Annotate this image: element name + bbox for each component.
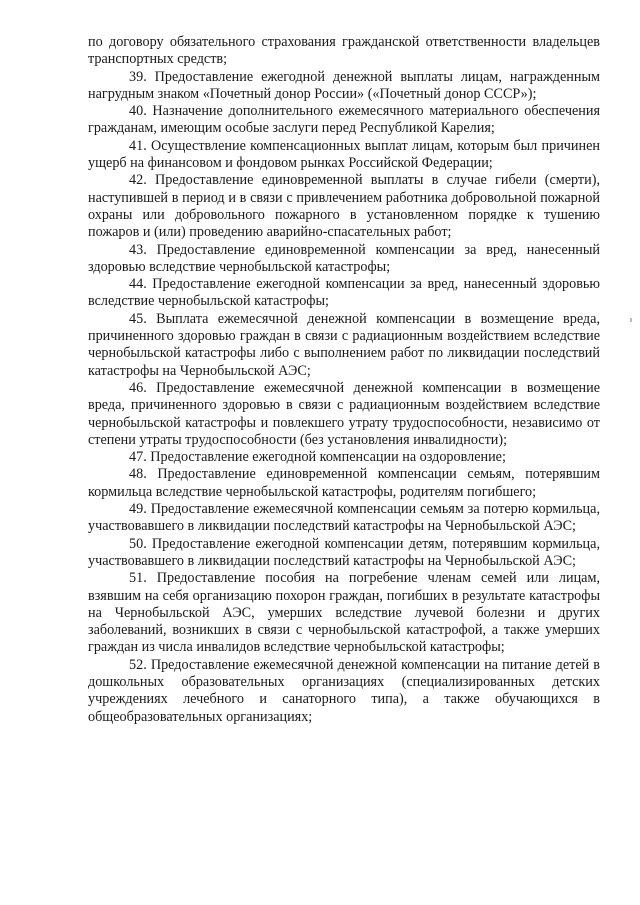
list-item-48: 48. Предоставление единовременной компенсации семьям, потерявшим кормильца вследствие чернобыльской катастрофы, родителям погибшего; — [88, 466, 600, 500]
list-item-46: 46. Предоставление ежемесячной денежной компенсации в возмещение вреда, причиненного здоровью в связи с радиационным воздействием вследствие чернобыльской катастрофы и повлекшего утрату трудоспособности, независимо от степени утраты трудоспособности (без установления инвалидности); — [88, 379, 600, 448]
list-item-41: 41. Осуществление компенсационных выплат лицам, которым был причинен ущерб на финансовом и фондовом рынках Российской Федерации; — [88, 137, 600, 172]
scan-artifact — [630, 318, 632, 322]
list-item-49: 49. Предоставление ежемесячной компенсации семьям за потерю кормильца, участвовавшего в ликвидации последствий катастрофы на Чернобыльской АЭС; — [88, 501, 600, 535]
paragraph-continuation: по договору обязательного страхования гражданской ответственности владельцев транспортных средств; — [88, 34, 600, 68]
list-item-52: 52. Предоставление ежемесячной денежной компенсации на питание детей в дошкольных образовательных организациях (специализированных детских учреждениях лечебного и санаторного типа), а также обучающихся в общеобразовательных организациях; — [88, 656, 600, 725]
list-item-47: 47. Предоставление ежегодной компенсации на оздоровление; — [129, 449, 506, 466]
list-item-44: 44. Предоставление ежегодной компенсации за вред, нанесенный здоровью вследствие чернобыльской катастрофы; — [88, 276, 600, 310]
list-item-43: 43. Предоставление единовременной компенсации за вред, нанесенный здоровью вследствие чернобыльской катастрофы; — [88, 241, 600, 275]
document-body — [88, 34, 600, 726]
list-item-45: 45. Выплата ежемесячной денежной компенсации в возмещение вреда, причиненного здоровью граждан в связи с радиационным воздействием вследствие чернобыльской катастрофы либо с выполнением работ по ликвидации последствий катастрофы на Чернобыльской АЭС; — [88, 310, 600, 379]
list-item-51: 51. Предоставление пособия на погребение членам семей или лицам, взявшим на себя организацию похорон граждан, погибших в результате катастрофы на Чернобыльской АЭС, умерших вследствие лучевой болезни и других заболеваний, возникших в связи с чернобыльской катастрофой, а также умерших граждан из числа инвалидов вследствие чернобыльской катастрофы; — [88, 570, 600, 656]
list-item-50: 50. Предоставление ежегодной компенсации детям, потерявшим кормильца, участвовавшего в ликвидации последствий катастрофы на Чернобыльской АЭС; — [88, 535, 600, 569]
list-item-40: 40. Назначение дополнительного ежемесячного материального обеспечения гражданам, имеющим особые заслуги перед Республикой Карелия; — [88, 103, 600, 137]
list-item-39: 39. Предоставление ежегодной денежной выплаты лицам, награжденным нагрудным знаком «Почетный донор России» («Почетный донор СССР»); — [88, 68, 600, 102]
list-item-42: 42. Предоставление единовременной выплаты в случае гибели (смерти), наступившей в период и в связи с привлечением работника добровольной пожарной охраны или добровольного пожарного в установленном порядке к тушению пожаров и (или) проведению аварийно-спасательных работ; — [88, 172, 600, 241]
